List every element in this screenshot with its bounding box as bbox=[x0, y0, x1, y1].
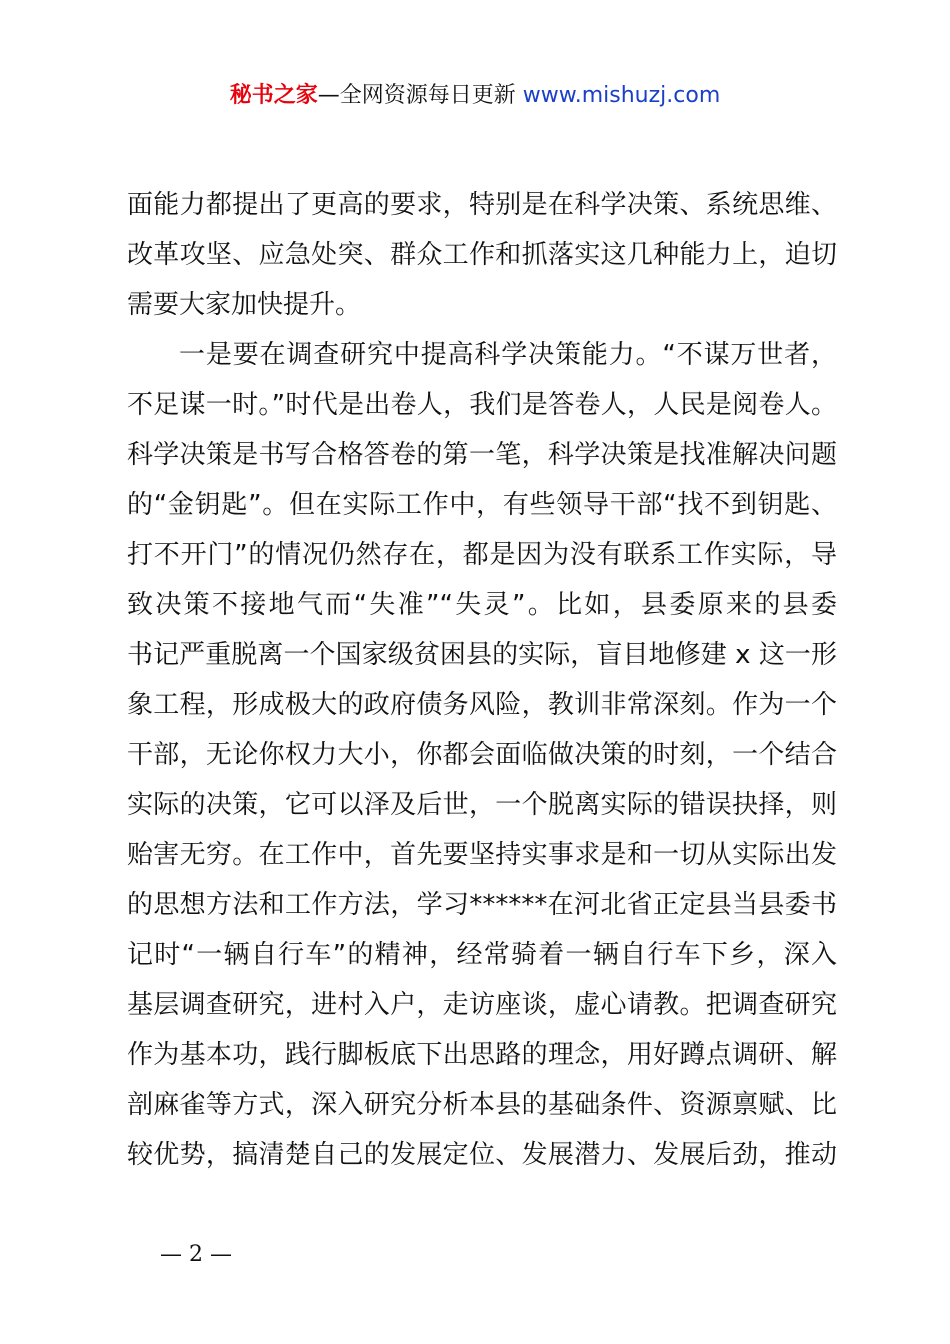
paragraph-start-line: 一是要在调查研究中提高科学决策能力。“不谋万世者， bbox=[179, 340, 837, 370]
site-header bbox=[0, 80, 950, 112]
body-line: 较优势，搞清楚自己的发展定位、发展潜力、发展后劲，推动 bbox=[127, 1140, 837, 1170]
body-line: 剖麻雀等方式，深入研究分析本县的基础条件、资源禀赋、比 bbox=[127, 1090, 837, 1120]
document-body bbox=[127, 180, 837, 1180]
body-line: 打不开门”的情况仍然存在，都是因为没有联系工作实际，导 bbox=[127, 540, 837, 570]
body-line: 致决策不接地气而“失准”“失灵”。比如，县委原来的县委 bbox=[127, 590, 837, 620]
body-line: 科学决策是书写合格答卷的第一笔，科学决策是找准解决问题 bbox=[127, 440, 837, 470]
page-number: — 2 — bbox=[160, 1242, 232, 1267]
body-line: 实际的决策，它可以泽及后世，一个脱离实际的错误抉择，则 bbox=[127, 790, 837, 820]
body-line: 干部，无论你权力大小，你都会面临做决策的时刻，一个结合 bbox=[127, 740, 837, 770]
body-line: 改革攻坚、应急处突、群众工作和抓落实这几种能力上，迫切 bbox=[127, 240, 837, 270]
body-line: 的思想方法和工作方法，学习******在河北省正定县当县委书 bbox=[127, 890, 837, 920]
brand-name: 秘书之家 bbox=[229, 83, 318, 108]
body-line: 书记严重脱离一个国家级贫困县的实际，盲目地修建 x 这一形 bbox=[127, 640, 837, 670]
body-line: 象工程，形成极大的政府债务风险，教训非常深刻。作为一个 bbox=[127, 690, 837, 720]
header-url-link[interactable]: www.mishuzj.com bbox=[522, 83, 721, 108]
body-line: 作为基本功，践行脚板底下出思路的理念，用好蹲点调研、解 bbox=[127, 1040, 837, 1070]
body-line: 不足谋一时。”时代是出卷人，我们是答卷人，人民是阅卷人。 bbox=[127, 390, 837, 420]
body-line: 贻害无穷。在工作中，首先要坚持实事求是和一切从实际出发 bbox=[127, 840, 837, 870]
body-line: 基层调查研究，进村入户，走访座谈，虚心请教。把调查研究 bbox=[127, 990, 837, 1020]
header-tagline: —全网资源每日更新 bbox=[317, 83, 523, 108]
body-line: 记时“一辆自行车”的精神，经常骑着一辆自行车下乡，深入 bbox=[127, 940, 837, 970]
body-line: 需要大家加快提升。 bbox=[127, 290, 362, 320]
body-line: 面能力都提出了更高的要求，特别是在科学决策、系统思维、 bbox=[127, 190, 837, 220]
body-line: 的“金钥匙”。但在实际工作中，有些领导干部“找不到钥匙、 bbox=[127, 490, 837, 520]
